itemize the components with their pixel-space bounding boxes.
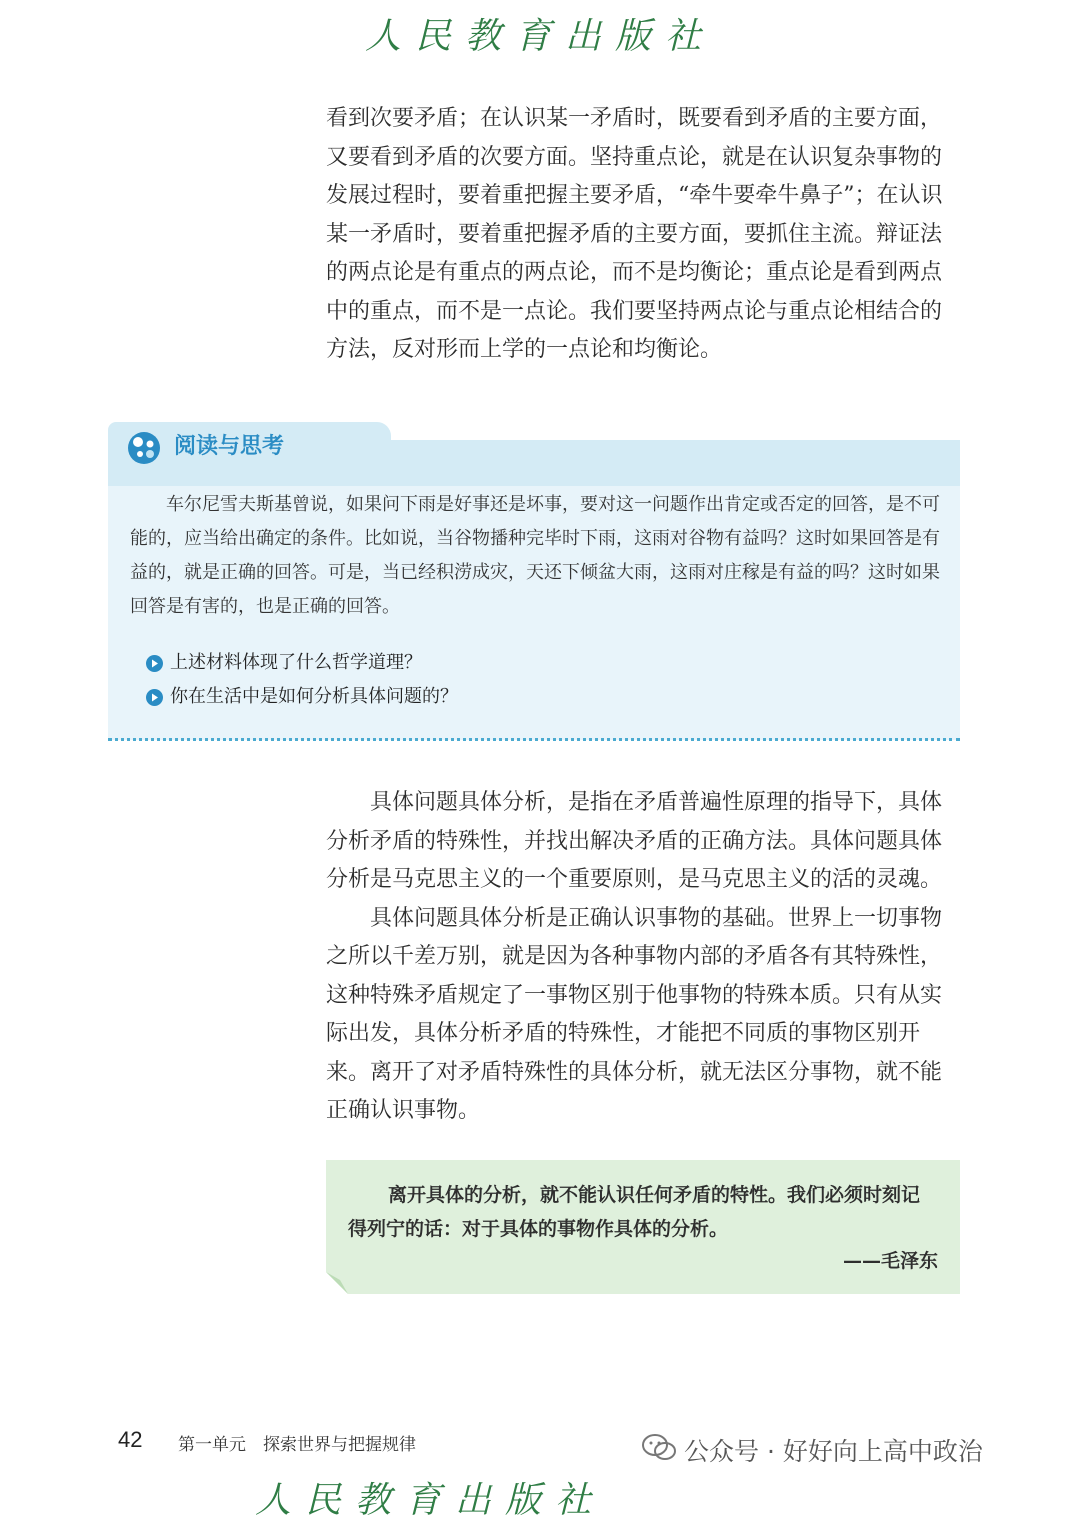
publisher-watermark-bottom: 人民教育出版社 [254, 1480, 605, 1521]
paragraph-text: 具体问题具体分析是正确认识事物的基础。世界上一切事物之所以千差万别，就是因为各种事物内部的矛盾各有其特殊性，这种特殊矛盾规定了一事物区别于他事物的特殊本质。只有从实际出发，具体分析矛盾的特殊性，才能把不同质的事物区别开来。离开了对矛盾特殊性的具体分析，就无法区分事物，就不能正确认识事物。 [326, 905, 943, 1123]
body-paragraphs-main [326, 784, 960, 1131]
unit-label: 第一单元 探索世界与把握规律 [178, 1435, 416, 1455]
question-text: 你在生活中是如何分析具体问题的？ [170, 686, 458, 707]
reading-and-thinking-box [108, 422, 960, 740]
wechat-icon [641, 1433, 677, 1463]
page-fold-icon [326, 1272, 348, 1294]
question-text: 上述材料体现了什么哲学道理？ [170, 652, 422, 673]
reading-bubbles-icon [126, 430, 162, 466]
reading-box-dotted-border [108, 738, 960, 741]
footer-account-label: 公众号 · 好好向上高中政治 [684, 1437, 983, 1466]
reading-box-text [130, 488, 942, 624]
page-number: 42 [118, 1427, 143, 1452]
body-paragraph-top [326, 100, 960, 370]
paragraph-text: 看到次要矛盾；在认识某一矛盾时，既要看到矛盾的主要方面，又要看到矛盾的次要方面。坚持重点论，就是在认识复杂事物的发展过程时，要着重把握主要矛盾，“牵牛要牵牛鼻子”；在认识某一矛盾时，要着重把握矛盾的主要方面，要抓住主流。辩证法的两点论是有重点的两点论，而不是均衡论；重点论是看到两点中的重点，而不是一点论。我们要坚持两点论与重点论相结合的方法，反对形而上学的一点论和均衡论。 [326, 106, 943, 362]
quote-text: 离开具体的分析，就不能认识任何矛盾的特性。我们必须时刻记得列宁的话：对于具体的事物作具体的分析。 [348, 1184, 921, 1240]
reading-question-2 [170, 684, 458, 710]
paragraph-text: 具体问题具体分析，是指在矛盾普遍性原理的指导下，具体分析矛盾的特殊性，并找出解决矛盾的正确方法。具体问题具体分析是马克思主义的一个重要原则，是马克思主义的活的灵魂。 [326, 790, 943, 892]
quote-author: ——毛泽东 [842, 1250, 938, 1272]
arrow-circle-icon [146, 689, 163, 706]
reading-box-title: 阅读与思考 [174, 434, 285, 459]
reading-passage: 车尔尼雪夫斯基曾说，如果问下雨是好事还是坏事，要对这一问题作出肯定或否定的回答，是不可能的，应当给出确定的条件。比如说，当谷物播种完毕时下雨，这雨对谷物有益吗？这时如果回答是有益的，就是正确的回答。可是，当已经积涝成灾，天还下倾盆大雨，这雨对庄稼是有益的吗？这时如果回答是有害的，也是正确的回答。 [130, 494, 940, 617]
quote-box [326, 1160, 960, 1294]
reading-question-1 [170, 650, 422, 676]
arrow-circle-icon [146, 655, 163, 672]
publisher-watermark-top: 人民教育出版社 [364, 16, 715, 57]
